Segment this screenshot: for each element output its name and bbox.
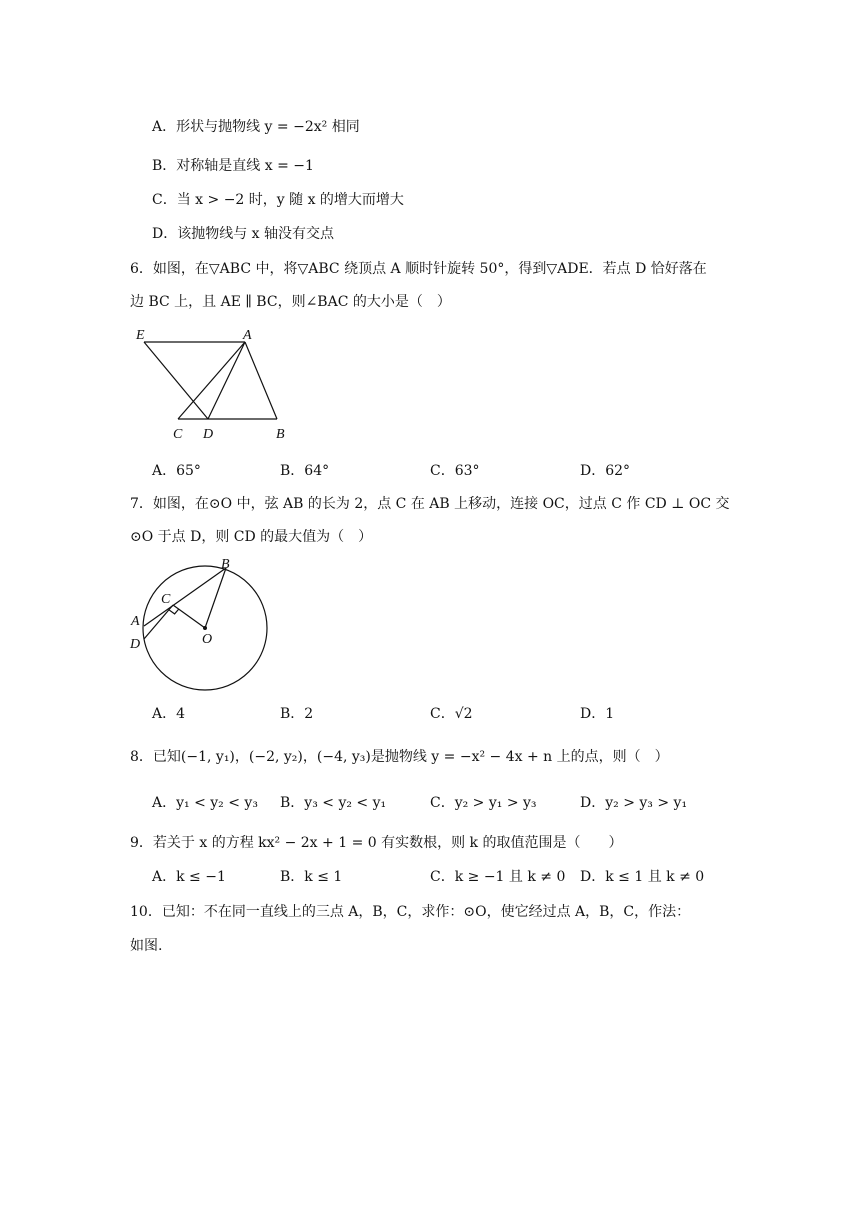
q7-label-d: D (130, 637, 141, 652)
q8-option-b: B．y₃ < y₂ < y₁ (280, 795, 387, 811)
q5-option-a: A．形状与抛物线 y = −2x² 相同 (152, 119, 360, 135)
q6-option-a: A．65° (152, 463, 201, 479)
q6-label-d: D (203, 427, 214, 442)
q6-option-d: D．62° (580, 463, 631, 479)
q7-stem-line1: 7．如图，在⊙O 中，弦 AB 的长为 2，点 C 在 AB 上移动，连接 OC，过点 C 作 CD ⊥ OC 交 (130, 496, 730, 512)
q7-circle-figure (126, 552, 276, 694)
q6-label-a: A (243, 328, 252, 343)
q6-triangle-figure (130, 322, 300, 444)
q7-label-c: C (161, 592, 171, 607)
q8-option-a: A．y₁ < y₂ < y₃ (152, 795, 258, 811)
q6-label-b: B (276, 427, 285, 442)
q6-option-c: C．63° (430, 463, 480, 479)
q7-option-b: B．2 (280, 706, 314, 722)
q7-option-d: D．1 (580, 706, 615, 722)
q7-option-a: A．4 (152, 706, 186, 722)
q6-option-b: B．64° (280, 463, 330, 479)
q9-option-b: B．k ≤ 1 (280, 869, 343, 885)
q10-stem-line1: 10．已知：不在同一直线上的三点 A，B，C，求作：⊙O，使它经过点 A，B，C，作法： (130, 904, 691, 920)
q7-label-o: O (202, 632, 213, 647)
q6-label-c: C (173, 427, 183, 442)
q8-stem: 8．已知(−1, y₁)，(−2, y₂)，(−4, y₃)是抛物线 y = −x² − 4x + n 上的点，则（ ） (130, 749, 669, 765)
q5-option-d: D．该抛物线与 x 轴没有交点 (152, 226, 335, 242)
q7-option-c: C．√2 (430, 706, 473, 722)
q10-stem-line2: 如图. (130, 938, 163, 954)
q9-option-d: D．k ≤ 1 且 k ≠ 0 (580, 869, 705, 885)
q6-stem-line1: 6．如图，在▽ABC 中，将▽ABC 绕顶点 A 顺时针旋转 50°，得到▽ADE．若点 D 恰好落在 (130, 261, 707, 277)
q5-option-c: C．当 x > −2 时，y 随 x 的增大而增大 (152, 192, 404, 208)
q6-label-e: E (136, 328, 145, 343)
q8-option-c: C．y₂ > y₁ > y₃ (430, 795, 537, 811)
q7-label-b: B (221, 557, 230, 572)
q9-option-a: A．k ≤ −1 (152, 869, 226, 885)
q5-option-b: B．对称轴是直线 x = −1 (152, 158, 314, 174)
q8-option-d: D．y₂ > y₃ > y₁ (580, 795, 688, 811)
q6-stem-line2: 边 BC 上，且 AE ∥ BC，则∠BAC 的大小是（ ） (130, 294, 451, 310)
q9-stem: 9．若关于 x 的方程 kx² − 2x + 1 = 0 有实数根，则 k 的取值范围是（ ） (130, 835, 623, 851)
q9-option-c: C．k ≥ −1 且 k ≠ 0 (430, 869, 566, 885)
q7-label-a: A (131, 614, 140, 629)
q7-stem-line2: ⊙O 于点 D，则 CD 的最大值为（ ） (130, 529, 373, 545)
